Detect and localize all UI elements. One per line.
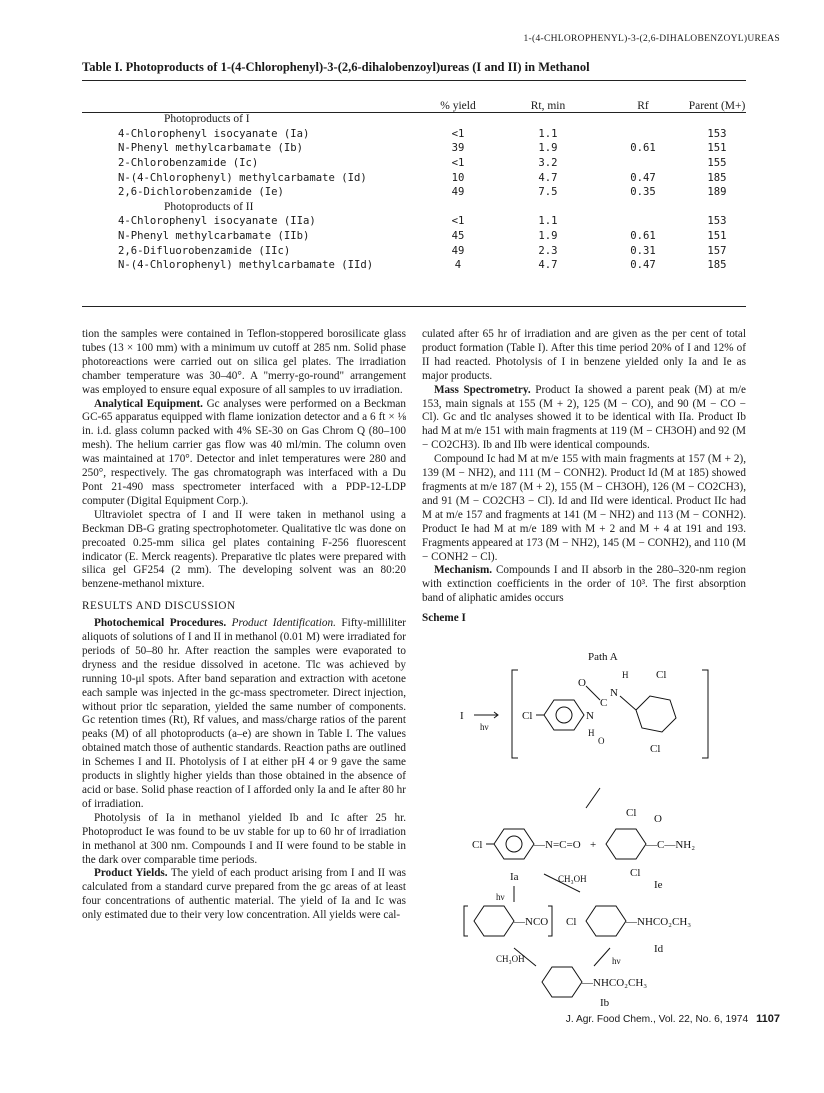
paragraph-text: Gc analyses were performed on a Beckman GC-65 apparatus equipped with flame ionization detector and a 6 ft × ⅛ in. i.d. glass column packed with 4% SE-30 on Gas Chrom Q (80–100 mesh). The helium carrier gas flow was 40 ml/min. The column oven was maintained at 170°. Detector and inlet temperatures were 280 and 250°, respectively. The gas chromatograph was interfaced with a Du Pont 21-490 mass spectrometer interfaced with a PDP-12-LDP computer (Digital Equipment Corp.). [82,397,406,507]
table-cell [598,214,688,229]
table-cell: 153 [707,215,727,228]
carbamate-group-ib: —NHCO₂CH₃ [582,977,648,989]
left-bracket [512,670,518,758]
run-in-head: Photochemical Procedures. [94,617,227,630]
table-cell: 2.3 [538,244,558,257]
table-cell: 0.61 [630,230,656,243]
paragraph: Ultraviolet spectra of I and II were taken in methanol using a Beckman DB-G grating spectrophotometer. Qualitative tlc was done on precoated 0.25-mm silica gel plates containing F-256 fluorescent indicator (E. Merck reagents). Preparative tlc plates were prepared with silica gel GF254 (2 mm). The developing solvent was an 80:20 benzene-methanol mixture. [82,508,406,591]
chlorine-label-ie-1: Cl [626,807,637,819]
table-top-rule [82,80,746,81]
page-number: 1107 [756,1013,780,1025]
phenyl-ring-2 [474,906,514,936]
left-column [82,328,406,923]
paragraph-text: Compounds I and II absorb in the 280–320-nm region with extinction coefficients in the order of 10³. The first absorption band of aliphatic amides occurs [422,564,746,605]
table-cell: N-Phenyl methylcarbamate (IIb) [118,230,310,243]
carbamate-group: —NHCO₂CH₃ [626,916,692,928]
group-title: Photoproducts of I [164,113,250,126]
paragraph-text: The yield of each product arising from I and II was calculated from a standard curve prepared from the gc areas of at least four concentrations of authentic material. The yield of Ia and Ic was only estimated due to their very low concentration. All yields were cal- [82,867,406,922]
run-in-head: Product Yields. [94,867,168,880]
table-cell: 7.5 [538,186,558,199]
section-heading: RESULTS AND DISCUSSION [82,600,236,613]
ib-ring [542,967,582,997]
paragraph: Compound Ic had M at m/e 155 with main fragments at 157 (M + 2), 139 (M − NH2), and 111 (M − CONH2). Product Id (M at 185) showed fragments at m/e 187 (M + 2), 155 (M − CH3OH), 126 (M − CO2CH3), and 91 (M − CO2CH3 − Cl). Id and IId were identical. Product IIc had M at m/e 157 and fragments at 141 (M − NH2) and 113 (M − CONH2). Product Ie had M at m/e 189 with M + 2 and M + 4 at 191 and 193. Fragments appeared at 173 (M − NH2), 145 (M − CONH2), and 110 (M − CONH2 − Cl). [422,453,746,563]
table-cell: 157 [707,244,727,257]
label-id: Id [654,943,664,955]
reaction-scheme [440,648,746,1008]
footer-citation [566,1013,780,1025]
table-caption: Table I. Photoproducts of 1-(4-Chlorophenyl)-3-(2,6-dihalobenzoyl)ureas (I and II) in Methanol [82,60,590,74]
table-cell: 2,6-Difluorobenzamide (IIc) [118,244,291,257]
table-row [82,127,746,142]
plus-sign: + [590,839,597,851]
table-bottom-rule [82,306,746,307]
chlorine-label-ie-2: Cl [630,867,641,879]
journal-citation: J. Agr. Food Chem., Vol. 22, No. 6, 1974 [565,1014,749,1025]
id-ring [586,906,626,936]
phenyl-ring [544,700,584,730]
table-cell: 153 [707,127,727,140]
paragraph [422,384,746,454]
table-cell: 0.47 [630,171,656,184]
running-head: 1-(4-CHLOROPHENYL)-3-(2,6-DIHALOBENZOYL)UREAS [523,34,780,44]
table-cell: 1.1 [538,215,558,228]
ie-ring [606,829,646,859]
paragraph: Photolysis of Ia in methanol yielded Ib and Ic after 25 hr. Photoproduct Ie was found to be uv stable for up to 60 hr of irradiation in methanol at 300 nm. Compounds I and II were found to be stable in the dark over comparable time periods. [82,811,406,866]
paragraph-text: Fifty-milliliter aliquots of solutions of I and II in methanol (0.01 M) were irradiated for periods of 50–80 hr. After reaction the samples were evaporated to dryness and the residue dissolved in acetone. Tlc was achieved by running 10-μl spots. After band separation and extraction with acetone each sample was injected in the gc-mass spectrometer. Direct injection, without prior tlc separation, yielded the same number of components. Gc retention times (Rt), Rf values, and mass/charge ratios of the parent peaks (M) of all photoproducts (a–e) are shown in Table I. The values obtained match those of authentic standards. Reaction paths are outlined in Schemes I and II. Photolysis of I at either pH 4 or 9 gave the same products in slightly higher yields than those obtained in the absence of acid or base. Solid phase reaction of I afforded only Ia and Ie after 80 hr of irradiation. [82,617,407,810]
table-row [82,141,746,156]
oxygen-label-2: O [598,736,605,746]
table-cell: 151 [707,230,727,243]
right-bracket [702,670,708,758]
paragraph [82,398,406,509]
nitrogen-label: N [586,710,594,722]
scheme-path-label: Path A [588,651,618,663]
table-cell: 4-Chlorophenyl isocyanate (IIa) [118,215,316,228]
paragraph [82,617,406,812]
nco-group: —NCO [514,916,549,928]
paragraph [82,867,406,923]
right-bracket-2 [548,906,552,936]
aromatic-circle [556,707,572,723]
table-row [82,156,746,171]
run-in-head: Mass Spectrometry. [434,383,531,396]
table-cell: 49 [451,244,465,257]
table-row [82,258,746,273]
label-ib: Ib [600,997,610,1008]
chlorine-label-3: Cl [650,743,661,755]
table-cell: 1.9 [538,142,558,155]
methanol-label: CH₃OH [558,874,587,884]
table-cell: 1.1 [538,127,558,140]
paragraph: culated after 65 hr of irradiation and are given as the per cent of total product formation (Table I). After this time period 20% of I and 12% of II had reacted. Photolysis of I in benzene yielded only Ia and Ie as major products. [422,328,746,382]
run-in-subhead: Product Identification. [226,617,336,630]
table-row [82,185,746,200]
table-row [82,229,746,244]
right-column [422,328,746,626]
hv-arrow-2 [594,948,610,966]
run-in-head: Mechanism. [434,564,493,577]
table-cell: N-Phenyl methylcarbamate (Ib) [118,142,303,155]
amide-bond [620,696,636,710]
amide-group: —C—NH₂ [646,839,696,851]
chlorine-label-2: Cl [656,669,667,681]
table-cell: <1 [451,157,465,170]
table-cell: 185 [707,259,727,272]
carbon-label: C [600,697,608,709]
hydrogen-label-2: H [588,728,595,738]
group-title: Photoproducts of II [164,200,254,213]
table-row [82,214,746,229]
table-cell: 4-Chlorophenyl isocyanate (Ia) [118,127,310,140]
table-row [82,243,746,258]
table-cell: 2,6-Dichlorobenzamide (Ie) [118,186,284,199]
run-in-head: Analytical Equipment. [94,397,203,410]
table-header-blank [82,84,418,112]
table-row [82,170,746,185]
table-header-parent: Parent (M+) [688,100,746,112]
table-cell: 0.31 [630,244,656,257]
table-header-yield: % yield [440,100,476,112]
ia-ring [494,829,534,859]
table-cell: 49 [451,186,465,199]
hv-label-3: hν [612,956,621,966]
table-cell: 45 [451,230,465,243]
paragraph: tion the samples were contained in Teflon-stoppered borosilicate glass tubes (13 × 100 mm) with a minimum uv cutoff at 285 nm. Solid phase photoreactions were carried out on silica gel plates. The irradiation chamber temperature was 30–40°. A "merry-go-round" arrangement was employed to ensure equal exposure of all samples to uv irradiation. [82,328,406,396]
table-cell: 39 [451,142,465,155]
left-bracket-2 [464,906,468,936]
chlorine-label-ia: Cl [472,839,483,851]
chlorine-label: Cl [522,710,533,722]
table-cell: 4 [454,259,462,272]
label-ia: Ia [510,871,519,883]
table-cell: 2-Chlorobenzamide (Ic) [118,157,259,170]
table-cell: N-(4-Chlorophenyl) methylcarbamate (IId) [118,259,374,272]
table-cell: 3.2 [538,157,558,170]
table-cell: 0.35 [630,186,656,199]
scheme-title: Scheme I [422,612,466,625]
chlorine-label-id: Cl [566,916,577,928]
hydrogen-label: H [622,670,629,680]
aromatic-circle [506,836,522,852]
table-cell: 10 [451,171,465,184]
table-cell: 1.9 [538,230,558,243]
dichlorophenyl-ring [636,696,676,732]
table-cell: <1 [451,215,465,228]
arrow-to-products [586,788,600,808]
hv-label-2: hν [496,892,505,902]
hv-label: hν [480,722,489,732]
isocyanate-group: —N=C=O [534,839,581,851]
table-cell: <1 [451,127,465,140]
table-cell: 189 [707,186,727,199]
amide-oxygen: O [654,813,662,825]
paragraph [422,564,746,606]
reactant-label: I [460,710,464,722]
table-cell: 151 [707,142,727,155]
carbonyl-bond [586,686,600,700]
table-cell: 0.61 [630,142,656,155]
table-cell: 4.7 [538,171,558,184]
oxygen-label: O [578,677,586,689]
table-cell [598,156,688,171]
table-cell [598,127,688,142]
table-header-rt: Rt, min [530,100,566,112]
table-cell: 0.47 [630,259,656,272]
table-cell: N-(4-Chlorophenyl) methylcarbamate (Id) [118,171,367,184]
table-cell: 4.7 [538,259,558,272]
label-ie: Ie [654,879,663,891]
table-group-heading [82,200,746,215]
nitrogen-label-2: N [610,687,618,699]
table-cell: 155 [707,157,727,170]
table-header-rf: Rf [637,100,649,112]
table-cell: 185 [707,171,727,184]
paragraph-text: Product Ia showed a parent peak (M) at m/e 153, main signals at 155 (M + 2), 125 (M − CO), and 90 (M − CO − Cl). Gc and tlc analyses showed it to be identical with IIa. Product Ib had M at m/e 151 with main fragments at 119 (M − CH3OH) and 92 (M − CO2CH3). Ib and IIb were identical compounds. [422,383,746,452]
photoproducts-table [82,84,746,273]
table-group-heading [82,112,746,127]
methanol-label-2: CH₃OH [496,954,525,964]
